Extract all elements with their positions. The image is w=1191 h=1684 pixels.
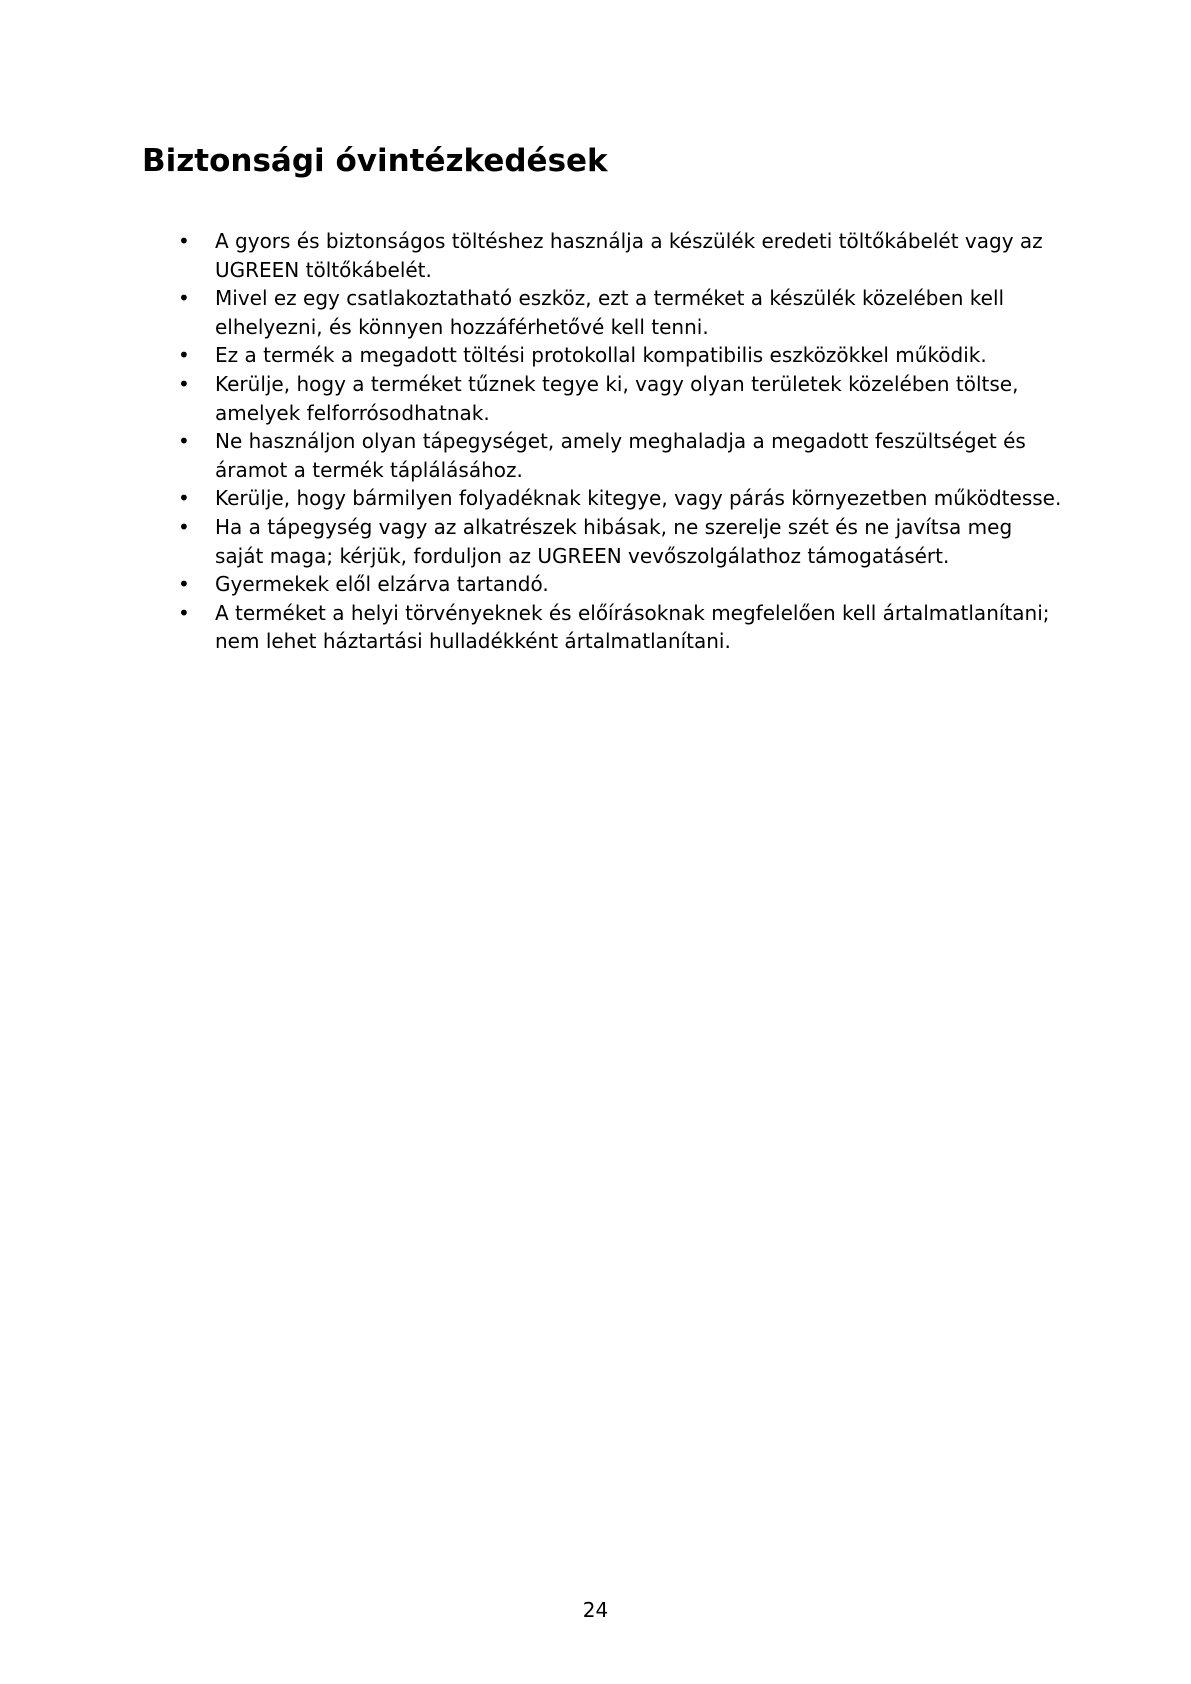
bullet-icon: • bbox=[178, 343, 190, 368]
bullet-icon: • bbox=[178, 286, 190, 311]
safety-precautions-list bbox=[0, 227, 1191, 656]
list-item bbox=[0, 513, 1065, 570]
list-item-text: Ez a termék a megadott töltési protokollal kompatibilis eszközökkel működik. bbox=[215, 343, 987, 368]
bullet-icon: • bbox=[178, 572, 190, 597]
list-item bbox=[0, 370, 1065, 427]
bullet-icon: • bbox=[178, 429, 190, 454]
list-item-text: Ha a tápegység vagy az alkatrészek hibásak, ne szerelje szét és ne javítsa meg saját maga; kérjük, forduljon az UGREEN vevőszolgálathoz támogatásért. bbox=[215, 514, 1013, 568]
list-item-text: Gyermekek elől elzárva tartandó. bbox=[215, 572, 549, 597]
list-item-text: Ne használjon olyan tápegységet, amely meghaladja a megadott feszültséget és áramot a termék táplálásához. bbox=[215, 429, 1026, 482]
list-item bbox=[0, 599, 1065, 656]
list-item bbox=[0, 427, 1065, 484]
bullet-icon: • bbox=[178, 486, 190, 511]
list-item-text: A gyors és biztonságos töltéshez használja a készülék eredeti töltőkábelét vagy az UGREEN töltőkábelét. bbox=[215, 229, 1043, 282]
bullet-icon: • bbox=[178, 514, 190, 539]
list-item bbox=[0, 341, 1065, 370]
bullet-icon: • bbox=[178, 371, 190, 396]
list-item-text: A terméket a helyi törvényeknek és előírásoknak megfelelően kell ártalmatlanítani; nem lehet háztartási hulladékként ártalmatlanítani. bbox=[215, 600, 1050, 654]
page-number: 24 bbox=[582, 1598, 609, 1622]
list-item bbox=[0, 484, 1065, 513]
page-title: Biztonsági óvintézkedések bbox=[142, 143, 608, 179]
list-item-text: Mivel ez egy csatlakoztatható eszköz, ezt a terméket a készülék közelében kell elhelyezni, és könnyen hozzáférhetővé kell tenni. bbox=[215, 286, 1005, 339]
list-item bbox=[0, 284, 1065, 341]
list-item bbox=[0, 227, 1065, 284]
list-item-text: Kerülje, hogy a terméket tűznek tegye ki, vagy olyan területek közelében töltse, amelyek felforrósodhatnak. bbox=[215, 371, 1019, 425]
list-item-text: Kerülje, hogy bármilyen folyadéknak kitegye, vagy párás környezetben működtesse. bbox=[215, 486, 1062, 511]
list-item bbox=[0, 570, 1065, 599]
bullet-icon: • bbox=[178, 229, 190, 253]
bullet-icon: • bbox=[178, 600, 190, 625]
